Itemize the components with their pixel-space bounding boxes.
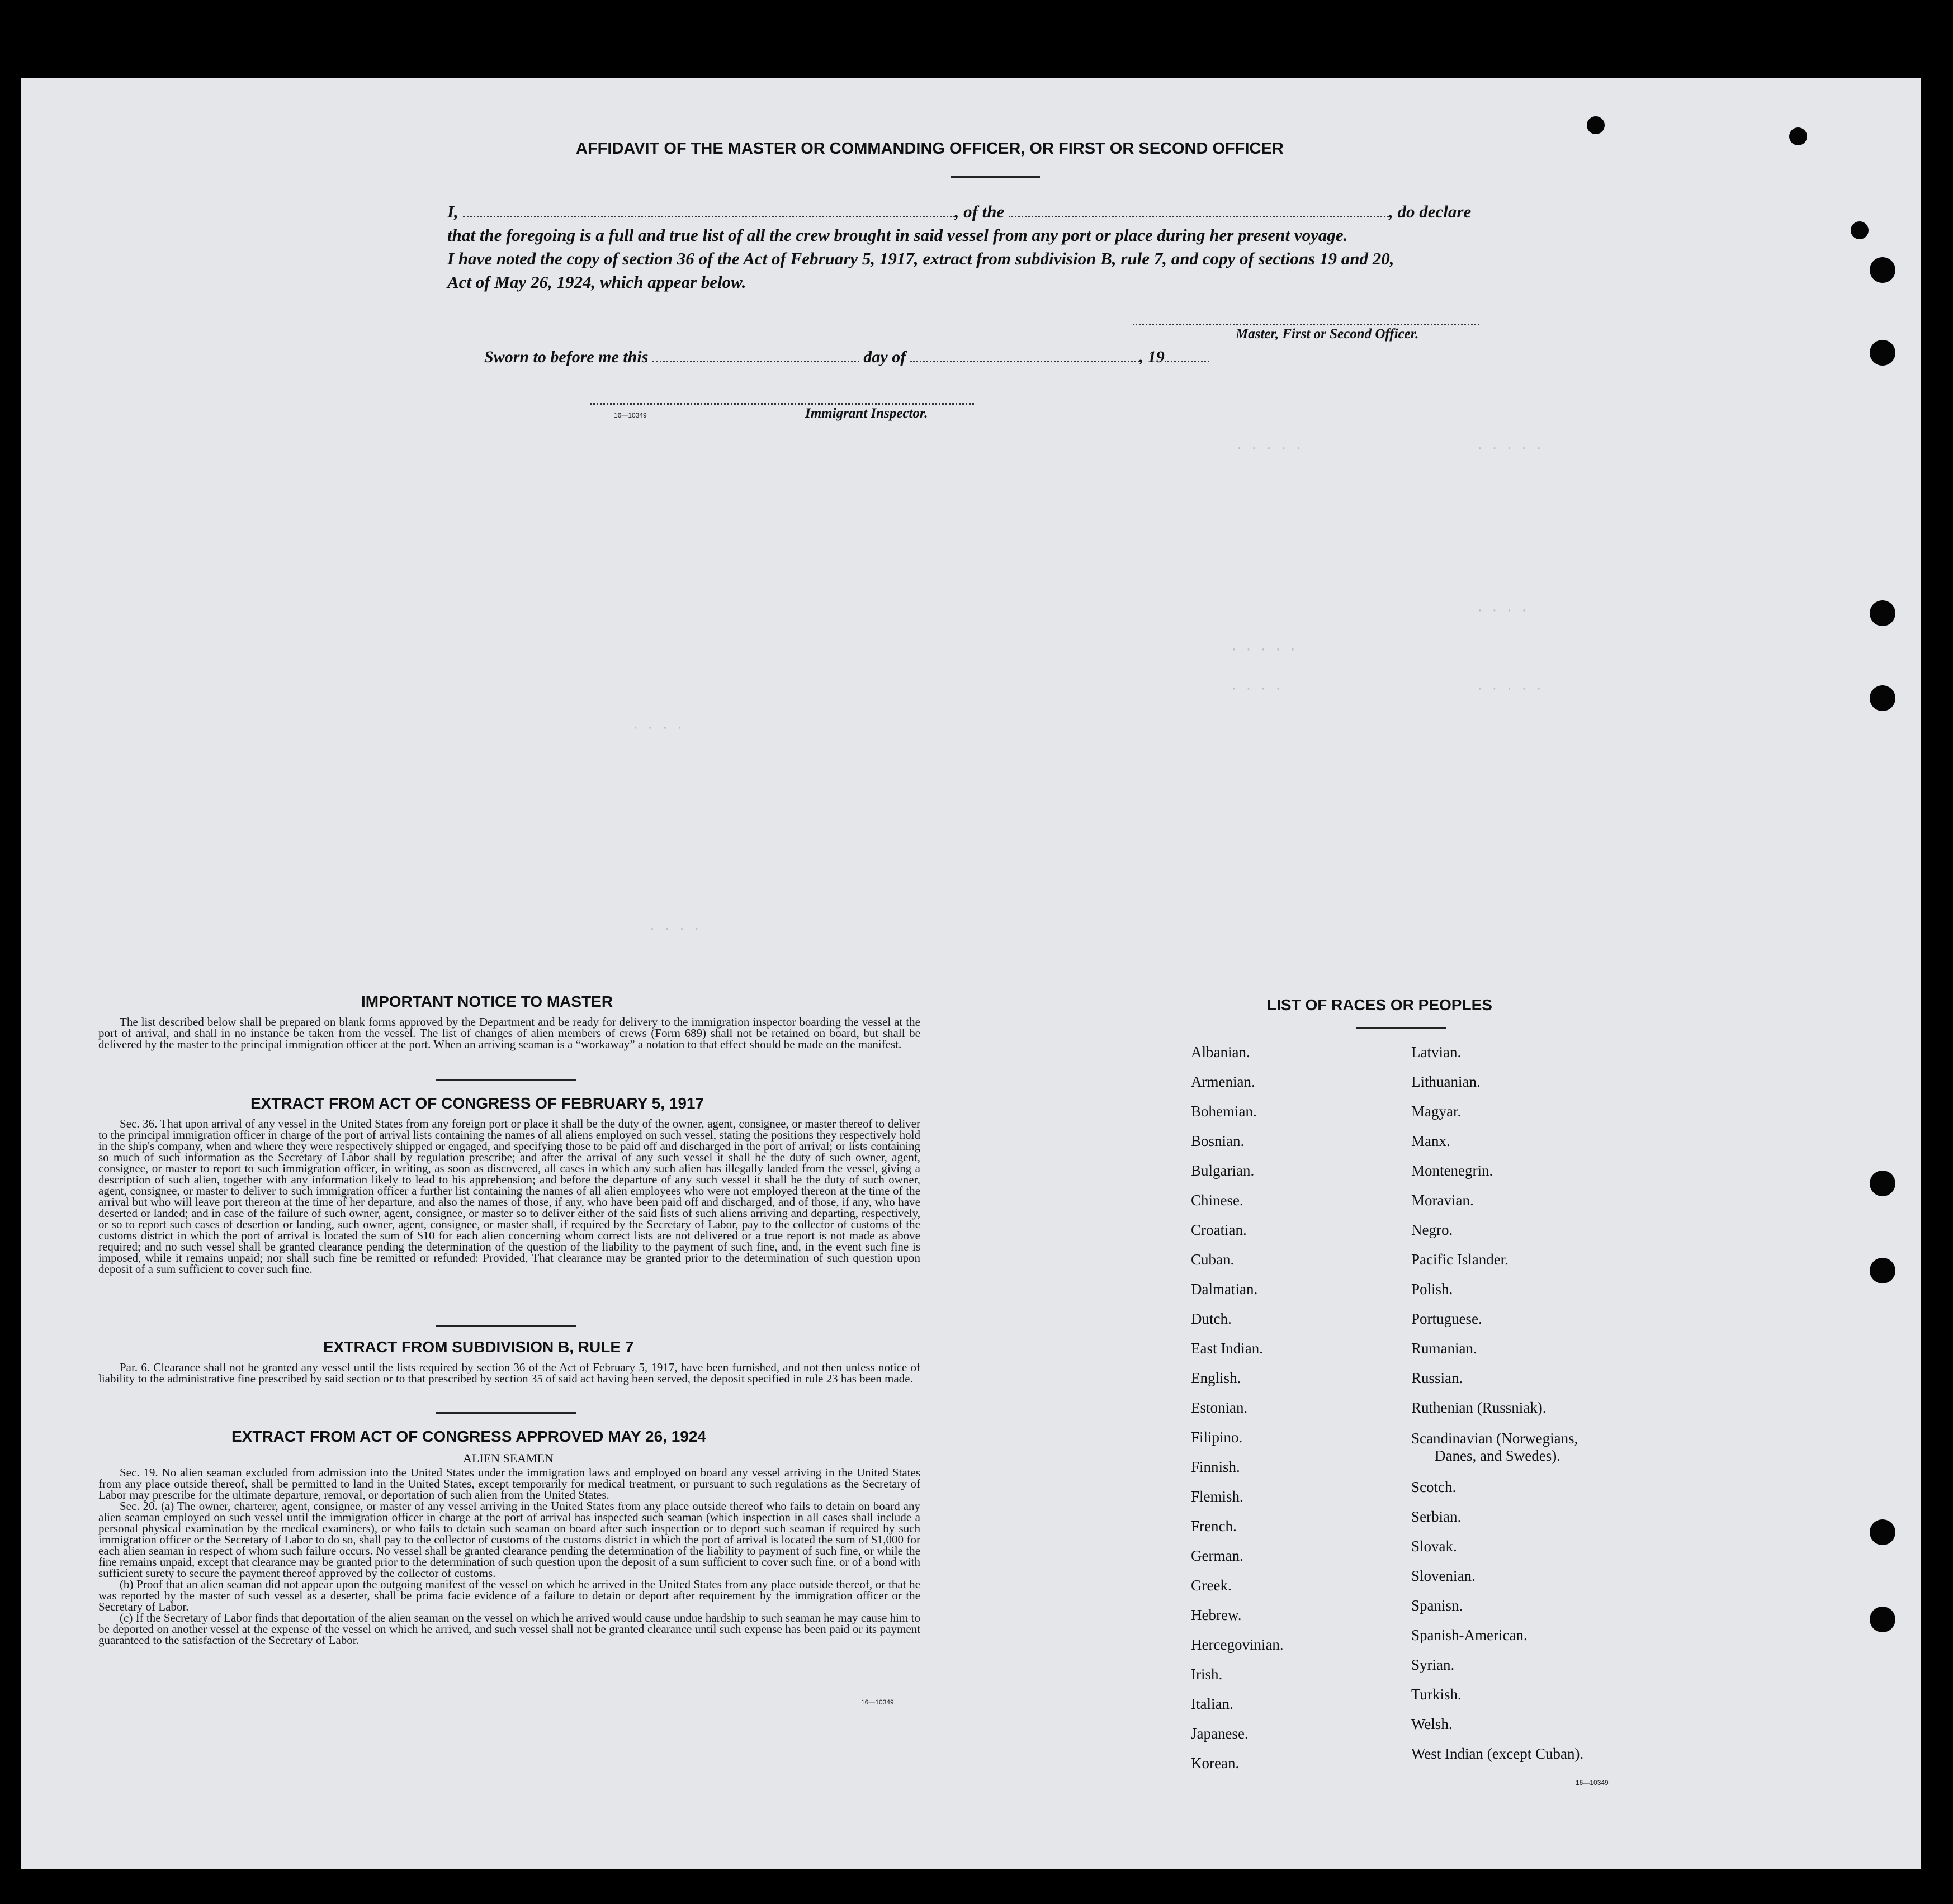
notice-body bbox=[98, 1016, 920, 1050]
punch-hole bbox=[1851, 221, 1869, 239]
form-code: 16—10349 bbox=[1576, 1779, 1609, 1787]
sec-20b-paragraph: (b) Proof that an alien seaman did not appear upon the outgoing manifest of the vessel on which he arrived in the United States from any place outside thereof, or that he was reported by the master of such vessel as a deserter, shall be prima facie evidence of a failure to detain or deport after requirement by the immigration officer or the Secretary of Labor. bbox=[98, 1578, 920, 1613]
extract-rule7-title: EXTRACT FROM SUBDIVISION B, RULE 7 bbox=[323, 1338, 634, 1356]
vessel-blank[interactable] bbox=[1009, 215, 1389, 217]
punch-hole bbox=[1870, 340, 1895, 366]
race-item: Bulgarian. bbox=[1191, 1162, 1255, 1179]
race-item: Filipino. bbox=[1191, 1429, 1243, 1446]
race-item: Scotch. bbox=[1411, 1479, 1457, 1495]
divider bbox=[951, 176, 1040, 178]
race-item: Serbian. bbox=[1411, 1508, 1462, 1525]
bleed-through-mark: · · · · bbox=[632, 721, 684, 735]
race-item: Latvian. bbox=[1411, 1044, 1462, 1060]
sworn-year-blank[interactable] bbox=[1165, 360, 1209, 362]
divider bbox=[1356, 1027, 1446, 1029]
races-column-2 bbox=[1411, 1038, 1583, 1769]
race-item: Danes, and Swedes). bbox=[1435, 1447, 1560, 1464]
punch-hole bbox=[1587, 116, 1605, 134]
race-item: Pacific Islander. bbox=[1411, 1251, 1509, 1268]
year-prefix: , 19 bbox=[1139, 348, 1165, 366]
race-item: Turkish. bbox=[1411, 1686, 1462, 1703]
race-item: French. bbox=[1191, 1518, 1237, 1534]
race-item: Hebrew. bbox=[1191, 1607, 1242, 1623]
race-item: Bohemian. bbox=[1191, 1103, 1257, 1120]
race-item: Albanian. bbox=[1191, 1044, 1250, 1060]
extract-1924-title: EXTRACT FROM ACT OF CONGRESS APPROVED MAY 26, 1924 bbox=[231, 1428, 706, 1445]
race-item: Russian. bbox=[1411, 1370, 1463, 1386]
inspector-label: Immigrant Inspector. bbox=[805, 406, 928, 421]
races-title: LIST OF RACES OR PEOPLES bbox=[1267, 996, 1492, 1013]
race-item: German. bbox=[1191, 1547, 1243, 1564]
bleed-through-mark: · · · · · bbox=[1476, 682, 1543, 696]
race-item: Cuban. bbox=[1191, 1251, 1235, 1268]
sec-36-paragraph: Sec. 36. That upon arrival of any vessel in the United States from any foreign port or place it shall be the duty of the owner, agent, consignee, or master thereof to deliver to the principal immigration officer in charge of the port of arrival lists containing the names of all aliens employed on such vessel, stating the positions they respectively hold in the ship's company, when and where they were respectively shipped or engaged, and specifying those to be paid off and discharged in the port of arrival; or lists containing so much of such information as the Secretary of Labor shall by regulation prescribe; and after the arrival of any such vessel it shall be the duty of such owner, agent, consignee, or master to report to such immigration officer, in writing, as soon as discovered, all cases in which any such alien has illegally landed from the vessel, giving a description of such alien, together with any information likely to lead to his apprehension; and before the departure of any such vessel it shall be the duty of such owner, agent, consignee, or master to deliver to such immigration officer a further list containing the names of all alien employees who were not employed thereon at the time of the arrival but who will leave port thereon at the time of her departure, and also the names of those, if any, who have been paid off and discharged, and of those, if any, who have deserted or landed; and in case of the failure of such owner, agent, consignee, or master so to deliver either of the said lists of such aliens arriving and departing, respectively, or so to report such cases of desertion or landing, such owner, agent, consignee, or master shall, if required by the Secretary of Labor, pay to the collector of customs of the customs district in which the port of arrival is located the sum of $10 for each alien concerning whom correct lists are not delivered or a true report is not made as above required; and no such vessel shall be granted clearance pending the determination of the question of the liability to the payment of such fine, and, in the event such fine is imposed, while it remains unpaid; nor shall such fine be remitted or refunded: Provided, That clearance may be granted prior to the determination of such question upon deposit of a sum sufficient to cover such fine. bbox=[98, 1117, 920, 1276]
race-item: English. bbox=[1191, 1370, 1241, 1386]
race-item: Italian. bbox=[1191, 1695, 1233, 1712]
punch-hole bbox=[1870, 1171, 1895, 1196]
race-item: Finnish. bbox=[1191, 1458, 1240, 1475]
race-item: Armenian. bbox=[1191, 1073, 1255, 1090]
punch-hole bbox=[1870, 257, 1895, 283]
bleed-through-mark: · · · · · bbox=[1236, 442, 1302, 456]
par-6-paragraph: Par. 6. Clearance shall not be granted any vessel until the lists required by section 36 of the Act of February 5, 1917, have been furnished, and not then unless notice of liability to the administrative fine prescribed by said section or to that prescribed by section 35 of said act having been served, the deposit specified in rule 23 has been made. bbox=[98, 1361, 920, 1385]
race-item: Rumanian. bbox=[1411, 1340, 1477, 1357]
race-item: Welsh. bbox=[1411, 1716, 1453, 1732]
day-of-label: day of bbox=[863, 348, 906, 366]
signature-label: Master, First or Second Officer. bbox=[1236, 326, 1419, 342]
alien-seamen-subtitle: ALIEN SEAMEN bbox=[463, 1451, 554, 1465]
extract-rule7-body bbox=[98, 1362, 920, 1384]
race-item: Polish. bbox=[1411, 1281, 1453, 1297]
divider bbox=[436, 1412, 576, 1414]
race-item: Slovak. bbox=[1411, 1538, 1457, 1555]
divider bbox=[436, 1079, 576, 1081]
bleed-through-mark: · · · · bbox=[649, 922, 701, 936]
affidavit-statement bbox=[447, 200, 1498, 294]
notice-paragraph: The list described below shall be prepared on blank forms approved by the Department and be ready for delivery to the immigration inspector boarding the vessel at the port of arrival, and shall in no instance be taken from the vessel. The list of changes of alien members of crews (Form 689) shall not be retained on board, but shall be delivered by the master to the principal immigration officer at the port. When an arriving seaman is a “workaway” a notation to that effect should be made on the manifest. bbox=[98, 1015, 920, 1051]
race-item: Portuguese. bbox=[1411, 1310, 1482, 1327]
race-item: Syrian. bbox=[1411, 1656, 1455, 1673]
race-item: Manx. bbox=[1411, 1133, 1450, 1149]
punch-hole bbox=[1870, 1607, 1895, 1632]
race-item: Croatian. bbox=[1191, 1221, 1247, 1238]
affidavit-line-4: Act of May 26, 1924, which appear below. bbox=[447, 272, 746, 292]
race-item: Spanisn. bbox=[1411, 1597, 1463, 1614]
race-item: Slovenian. bbox=[1411, 1567, 1476, 1584]
race-item: Bosnian. bbox=[1191, 1133, 1245, 1149]
race-item: Magyar. bbox=[1411, 1103, 1462, 1120]
race-item: Dutch. bbox=[1191, 1310, 1232, 1327]
race-item: East Indian. bbox=[1191, 1340, 1263, 1357]
race-item: Korean. bbox=[1191, 1755, 1240, 1772]
form-code: 16—10349 bbox=[861, 1698, 894, 1706]
do-declare-label: , do declare bbox=[1389, 202, 1472, 221]
race-item: Ruthenian (Russniak). bbox=[1411, 1399, 1547, 1416]
punch-hole bbox=[1870, 1258, 1895, 1283]
race-item: Flemish. bbox=[1191, 1488, 1243, 1505]
race-item: Hercegovinian. bbox=[1191, 1636, 1284, 1653]
race-item: Negro. bbox=[1411, 1221, 1453, 1238]
divider bbox=[436, 1325, 576, 1327]
extract-1917-body bbox=[98, 1118, 920, 1275]
form-code: 16—10349 bbox=[614, 411, 647, 419]
races-column-1 bbox=[1191, 1038, 1284, 1778]
bleed-through-mark: · · · · · bbox=[1230, 643, 1297, 657]
race-item: Scandinavian (Norwegians, bbox=[1411, 1430, 1578, 1447]
race-item: Greek. bbox=[1191, 1577, 1232, 1594]
signature-blank[interactable] bbox=[1133, 323, 1479, 325]
race-item: Estonian. bbox=[1191, 1399, 1248, 1416]
race-item: Chinese. bbox=[1191, 1192, 1243, 1209]
sec-19-paragraph: Sec. 19. No alien seaman excluded from admission into the United States under the immigration laws and employed on board any vessel arriving in the United States from any place outside thereof, shall be permitted to land in the United States, except temporarily for medical treatment, or pursuant to such regulations as the Secretary of Labor may prescribe for the ultimate departure, removal, or deportation of such alien from the United States. bbox=[98, 1466, 920, 1502]
extract-1917-title: EXTRACT FROM ACT OF CONGRESS OF FEBRUARY 5, 1917 bbox=[250, 1095, 704, 1112]
inspector-signature-blank[interactable] bbox=[590, 402, 974, 405]
punch-hole bbox=[1870, 685, 1895, 711]
extract-1924-body bbox=[98, 1467, 920, 1646]
race-item: West Indian (except Cuban). bbox=[1411, 1745, 1584, 1762]
sec-20c-paragraph: (c) If the Secretary of Labor finds that deportation of the alien seaman on the vessel on which he arrived would cause undue hardship to such seaman he may cause him to be deported on another vessel at the expense of the vessel on which he arrived, and such vessel shall not be granted clearance until such expense has been paid or its payment guaranteed to the satisfaction of the Secretary of Labor. bbox=[98, 1611, 920, 1647]
race-item: Moravian. bbox=[1411, 1192, 1474, 1209]
punch-hole bbox=[1870, 600, 1895, 626]
race-item: Montenegrin. bbox=[1411, 1162, 1493, 1179]
bleed-through-mark: · · · · · bbox=[1476, 442, 1543, 456]
sworn-day-blank[interactable] bbox=[652, 360, 859, 362]
punch-hole bbox=[1870, 1519, 1895, 1545]
sworn-label: Sworn to before me this bbox=[484, 348, 649, 366]
punch-hole bbox=[1789, 127, 1807, 145]
affidavit-i-label: I, bbox=[447, 202, 458, 221]
sec-20a-paragraph: Sec. 20. (a) The owner, charterer, agent, consignee, or master of any vessel arriving in the United States from any place outside thereof who fails to detain on board any alien seaman employed on such vessel until the immigration officer in charge at the port of arrival has inspected such seaman (which inspection in all cases shall include a personal physical examination by the medical examiners), or who fails to detain such seaman on board after such inspection or to deport such seaman if required by such immigration officer or the Secretary of Labor to do so, shall pay to the collector of customs of the customs district in which the port of arrival is located the sum of $1,000 for each alien seaman in respect of whom such failure occurs. No vessel shall be granted clearance pending the determination of the liability to payment of such fine, or while the fine remains unpaid, except that clearance may be granted prior to the determination of such question upon the deposit of a sum sufficient to cover such fine, or of a bond with sufficient surety to secure the payment thereof approved by the collector of customs. bbox=[98, 1499, 920, 1580]
name-blank[interactable] bbox=[463, 215, 955, 217]
affidavit-line-3: I have noted the copy of section 36 of the Act of February 5, 1917, extract from subdivision B, rule 7, and copy of sections 19 and 20, bbox=[447, 249, 1394, 268]
bleed-through-mark: · · · · bbox=[1476, 604, 1528, 618]
race-item: Spanish-American. bbox=[1411, 1627, 1528, 1643]
notice-title: IMPORTANT NOTICE TO MASTER bbox=[361, 993, 613, 1010]
race-item: Dalmatian. bbox=[1191, 1281, 1258, 1297]
sworn-month-blank[interactable] bbox=[910, 360, 1139, 362]
of-the-label: , of the bbox=[954, 202, 1005, 221]
race-item: Irish. bbox=[1191, 1666, 1223, 1683]
affidavit-title: AFFIDAVIT OF THE MASTER OR COMMANDING OFFICER, OR FIRST OR SECOND OFFICER bbox=[576, 140, 1284, 158]
affidavit-line-2: that the foregoing is a full and true list of all the crew brought in said vessel from any port or place during her present voyage. bbox=[447, 225, 1348, 245]
bleed-through-mark: · · · · bbox=[1230, 682, 1282, 696]
race-item: Lithuanian. bbox=[1411, 1073, 1481, 1090]
race-item: Japanese. bbox=[1191, 1725, 1249, 1742]
sworn-line bbox=[484, 348, 1209, 367]
